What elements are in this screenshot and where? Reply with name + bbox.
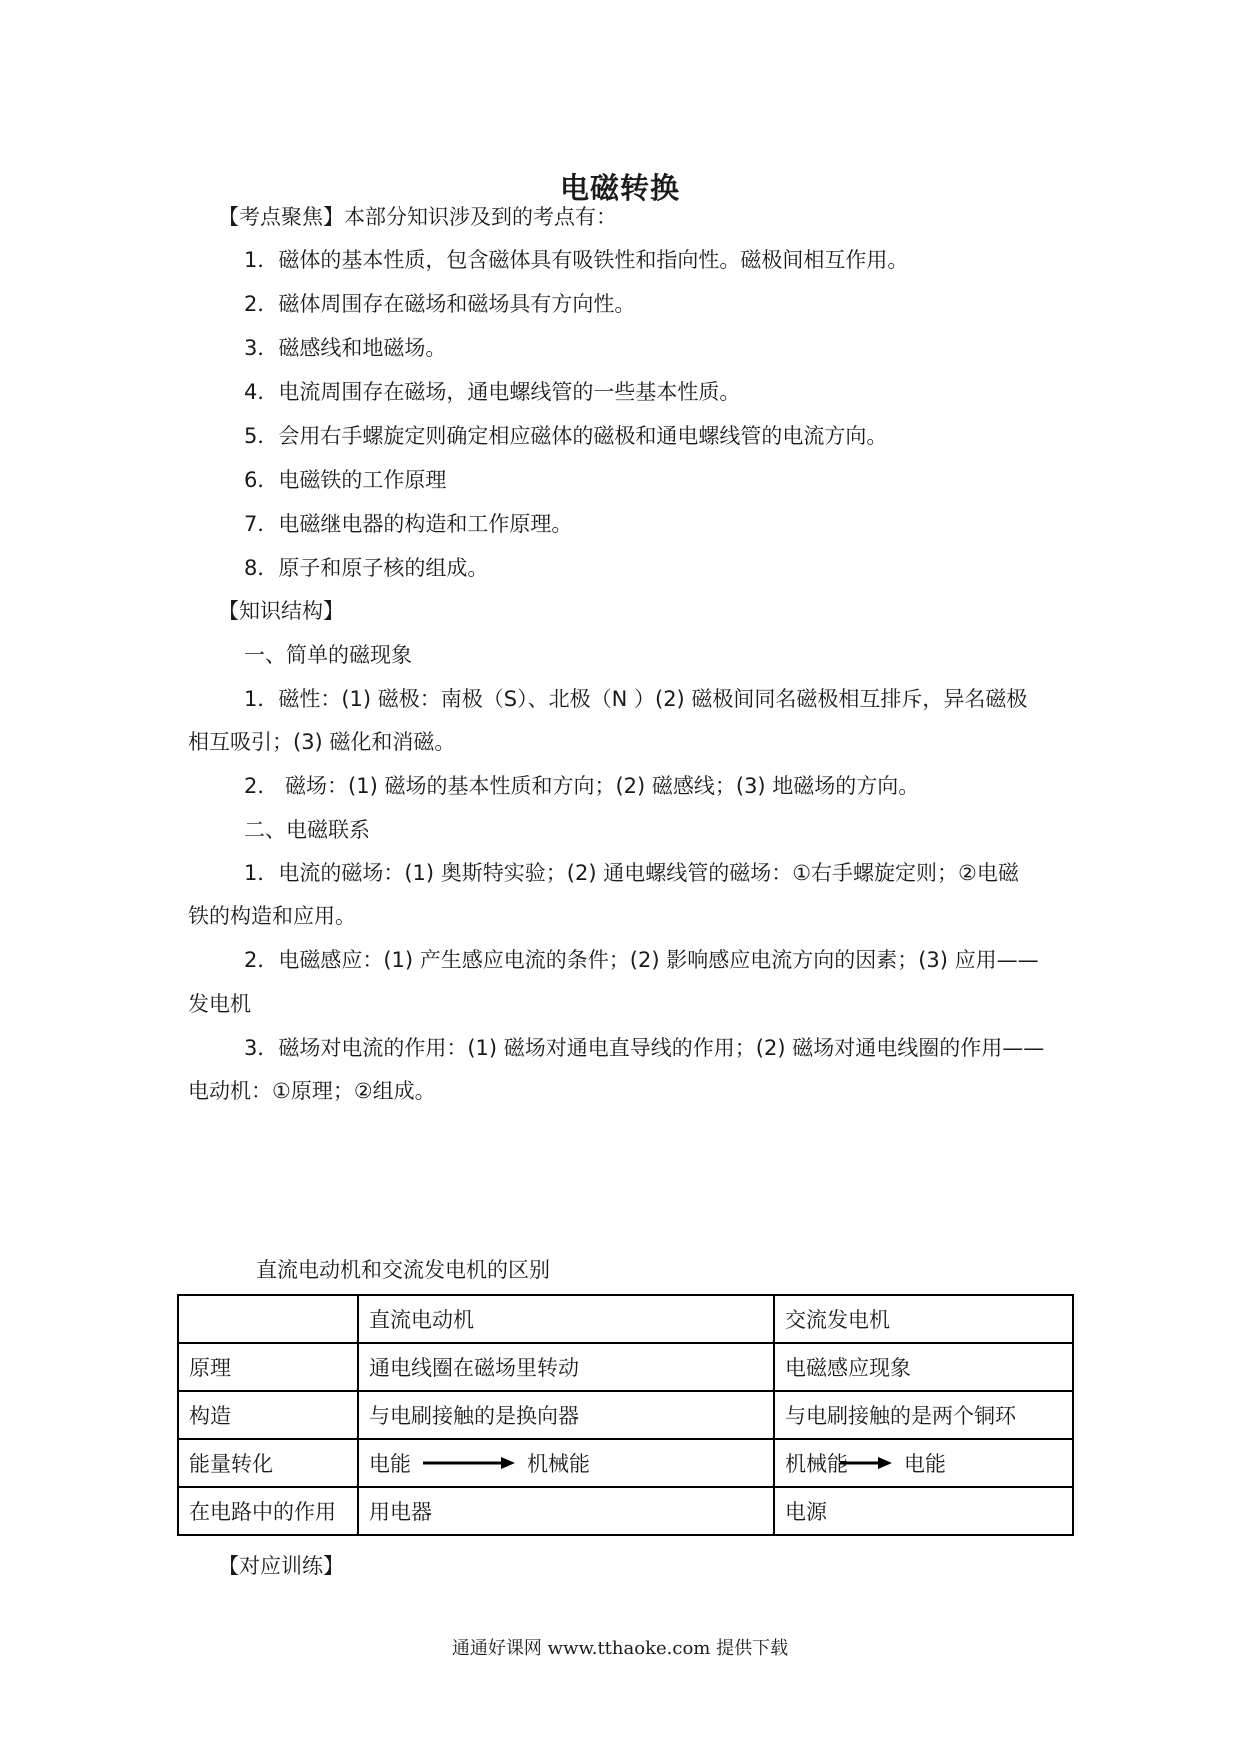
point-4: 4．电流周围存在磁场，通电螺线管的一些基本性质。 [244, 380, 741, 404]
table-cell: 与电刷接触的是换向器 [358, 1391, 774, 1439]
section2-item1-line2: 铁的构造和应用。 [188, 904, 356, 928]
right-arrow-icon [838, 1455, 894, 1471]
point-6: 6．电磁铁的工作原理 [244, 468, 447, 492]
point-3: 3．磁感线和地磁场。 [244, 336, 447, 360]
table-cell [178, 1295, 358, 1343]
table-row [178, 1391, 1073, 1439]
table-cell: 用电器 [358, 1487, 774, 1535]
table-cell: 电磁感应现象 [774, 1343, 1073, 1391]
section2-item1-line1: 1．电流的磁场：(1) 奥斯特实验；(2) 通电螺线管的磁场：①右手螺旋定则；②电磁 [244, 861, 1019, 885]
point-8: 8．原子和原子核的组成。 [244, 556, 489, 580]
comparison-table [177, 1294, 1074, 1536]
energy-to-label: 电能 [904, 1452, 946, 1476]
energy-conversion-generator [774, 1439, 1073, 1487]
table-row-label: 构造 [178, 1391, 358, 1439]
table-header-cell: 直流电动机 [358, 1295, 774, 1343]
section1-heading: 一、简单的磁现象 [244, 643, 412, 667]
table-cell: 与电刷接触的是两个铜环 [774, 1391, 1073, 1439]
table-row-label: 在电路中的作用 [178, 1487, 358, 1535]
table-row [178, 1487, 1073, 1535]
point-1: 1．磁体的基本性质，包含磁体具有吸铁性和指向性。磁极间相互作用。 [244, 248, 909, 272]
energy-from-label: 机械能 [785, 1452, 848, 1476]
section1-item2: 2． 磁场：(1) 磁场的基本性质和方向；(2) 磁感线；(3) 地磁场的方向。 [244, 774, 920, 798]
table-header-row [178, 1295, 1073, 1343]
structure-heading: 【知识结构】 [218, 599, 344, 623]
table-cell: 通电线圈在磁场里转动 [358, 1343, 774, 1391]
table-cell: 电源 [774, 1487, 1073, 1535]
section2-item3-line1: 3．磁场对电流的作用：(1) 磁场对通电直导线的作用；(2) 磁场对通电线圈的作用—— [244, 1036, 1045, 1060]
point-2: 2．磁体周围存在磁场和磁场具有方向性。 [244, 292, 636, 316]
section2-heading: 二、电磁联系 [244, 818, 370, 842]
section2-item3-line2: 电动机：①原理；②组成。 [188, 1079, 436, 1103]
point-7: 7．电磁继电器的构造和工作原理。 [244, 512, 573, 536]
table-header-cell: 交流发电机 [774, 1295, 1073, 1343]
table-row-label: 能量转化 [178, 1439, 358, 1487]
table-row-label: 原理 [178, 1343, 358, 1391]
table-row [178, 1439, 1073, 1487]
page-footer: 通通好课网 www.tthaoke.com 提供下载 [451, 1638, 789, 1659]
energy-from-label: 电能 [369, 1452, 411, 1476]
section2-item2-line2: 发电机 [188, 992, 251, 1016]
section2-item2-line1: 2．电磁感应：(1) 产生感应电流的条件；(2) 影响感应电流方向的因素；(3) 应用—— [244, 948, 1039, 972]
section1-item1-line1: 1．磁性：(1) 磁极：南极（S）、北极（N ）(2) 磁极间同名磁极相互排斥，异名磁极 [244, 687, 1028, 711]
practice-heading: 【对应训练】 [218, 1554, 344, 1578]
intro-text: 【考点聚焦】本部分知识涉及到的考点有： [218, 205, 617, 229]
energy-to-label: 机械能 [527, 1452, 590, 1476]
point-5: 5．会用右手螺旋定则确定相应磁体的磁极和通电螺线管的电流方向。 [244, 424, 888, 448]
energy-conversion-motor [358, 1439, 774, 1487]
section1-item1-line2: 相互吸引；(3) 磁化和消磁。 [188, 730, 456, 754]
page-title: 电磁转换 [559, 171, 680, 205]
table-row [178, 1343, 1073, 1391]
right-arrow-icon [419, 1455, 519, 1471]
table-caption: 直流电动机和交流发电机的区别 [256, 1258, 550, 1282]
